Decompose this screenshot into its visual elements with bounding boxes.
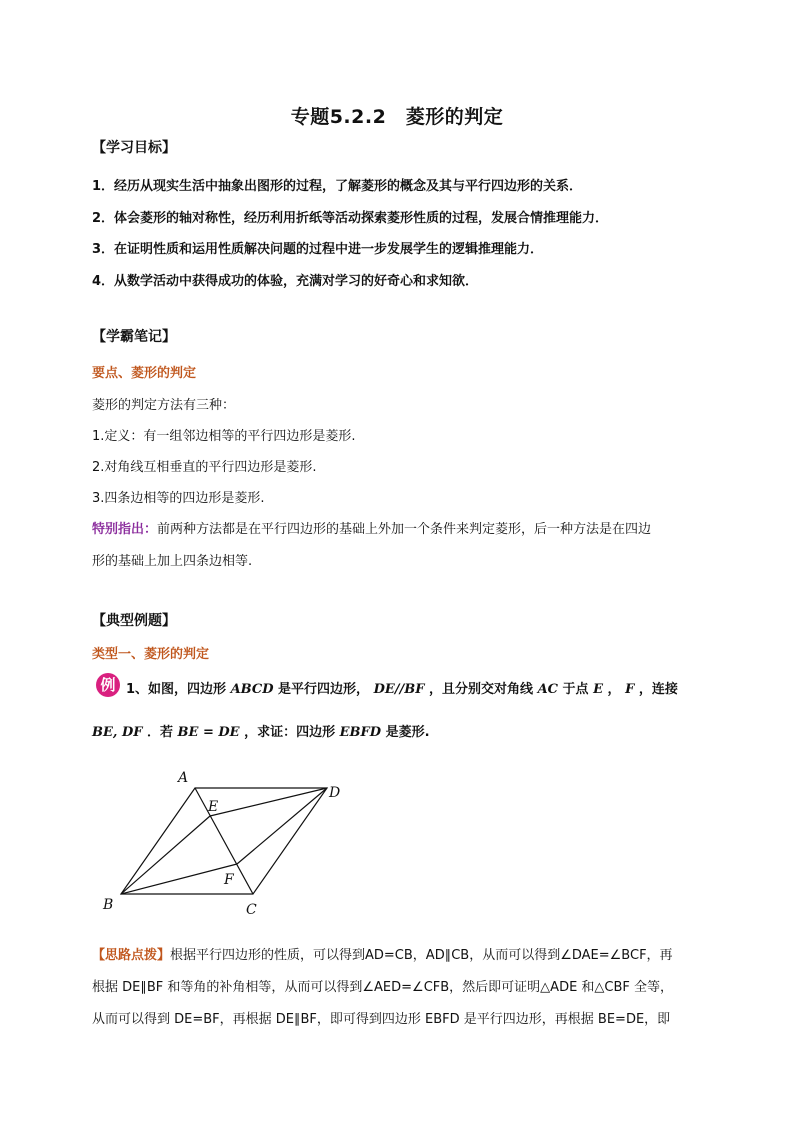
notes-heading: 【学霸笔记】: [92, 329, 176, 345]
math-e: E: [593, 682, 604, 697]
examples-heading: 【典型例题】: [92, 613, 176, 629]
problem-line-1: [126, 678, 678, 697]
goal-item-3: 3．在证明性质和运用性质解决问题的过程中进一步发展学生的逻辑推理能力．: [92, 242, 544, 257]
parallelogram-figure: [95, 760, 365, 925]
math-de-parallel-bf: DE//BF: [373, 682, 425, 697]
math-ac: AC: [537, 682, 559, 697]
example-badge: 例: [96, 673, 120, 697]
notes-item-2: 2.对角线互相垂直的平行四边形是菱形.: [92, 460, 317, 475]
goals-heading: 【学习目标】: [92, 140, 176, 156]
math-ebfd: EBFD: [339, 725, 382, 740]
problem-text: 是菱形.: [385, 725, 430, 740]
problem-text: ，: [607, 682, 621, 697]
problem-text: ，求证：四边形: [244, 725, 336, 740]
problem-text: ，连接: [638, 682, 678, 697]
goal-item-2: 2．体会菱形的轴对称性，经历利用折纸等活动探索菱形性质的过程，发展合情推理能力．: [92, 211, 609, 226]
problem-text: 是平行四边形，: [278, 682, 370, 697]
hint-line-3: 从而可以得到 DE=BF，再根据 DE∥BF，即可得到四边形 EBFD 是平行四边形，再根据 BE=DE，即: [92, 1012, 671, 1027]
notes-subheading: 要点、菱形的判定: [92, 366, 197, 381]
hint-label: 【思路点拨】: [92, 948, 171, 963]
label-c: C: [246, 902, 257, 918]
math-f: F: [625, 682, 635, 697]
notes-special-line-1: [92, 518, 651, 537]
problem-line-2: [92, 721, 430, 740]
notes-item-3: 3.四条边相等的四边形是菱形.: [92, 491, 265, 506]
label-d: D: [329, 785, 341, 801]
problem-text: ．若: [146, 725, 173, 740]
label-f: F: [224, 872, 234, 888]
notes-item-1: 1.定义：有一组邻边相等的平行四边形是菱形.: [92, 429, 356, 444]
label-e: E: [208, 799, 219, 815]
problem-text: 1、如图，四边形: [126, 682, 227, 697]
label-a: A: [178, 770, 189, 786]
hint-line-1: [92, 944, 673, 963]
problem-text: ，且分别交对角线: [429, 682, 534, 697]
goal-item-1: 1．经历从现实生活中抽象出图形的过程，了解菱形的概念及其与平行四边形的关系．: [92, 179, 583, 194]
page-title: 专题5.2.2 菱形的判定: [290, 106, 504, 128]
math-be-eq-de: BE = DE: [177, 725, 240, 740]
segment-ed: [210, 788, 327, 816]
math-abcd: ABCD: [230, 682, 274, 697]
hint-text-1: 根据平行四边形的性质，可以得到AD=CB，AD∥CB，从而可以得到∠DAE=∠BCF，再: [170, 948, 673, 963]
math-be-df: BE, DF: [92, 725, 143, 740]
notes-special-line-2: 形的基础上加上四条边相等.: [92, 554, 253, 569]
special-label: 特别指出：: [92, 522, 158, 537]
goal-item-4: 4．从数学活动中获得成功的体验，充满对学习的好奇心和求知欲．: [92, 274, 479, 289]
type-heading: 类型一、菱形的判定: [92, 647, 210, 662]
notes-intro: 菱形的判定方法有三种：: [92, 398, 236, 413]
label-b: B: [103, 897, 114, 913]
special-text-1: 前两种方法都是在平行四边形的基础上外加一个条件来判定菱形，后一种方法是在四边: [157, 522, 652, 537]
problem-text: 于点: [562, 682, 589, 697]
hint-line-2: 根据 DE∥BF 和等角的补角相等，从而可以得到∠AED=∠CFB，然后即可证明△ADE 和△CBF 全等，: [92, 980, 674, 995]
